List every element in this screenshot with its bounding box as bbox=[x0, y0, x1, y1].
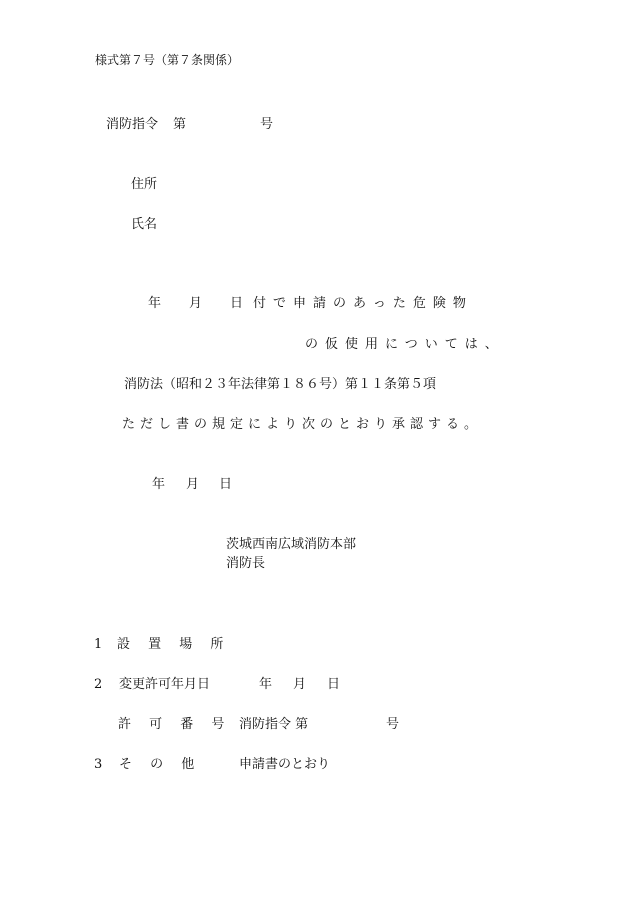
name-label: 氏名 bbox=[131, 217, 158, 232]
command-label: 消防指令 bbox=[106, 117, 159, 132]
item-2-number: 2 bbox=[94, 677, 103, 692]
command-dai: 第 bbox=[173, 117, 187, 132]
body-line-4: ただし書の規定により次のとおり承認する。 bbox=[122, 417, 483, 432]
form-header: 様式第７号（第７条関係） bbox=[95, 53, 240, 67]
body-line-1: 付で申請のあった危険物 bbox=[253, 296, 473, 311]
permit-command: 消防指令 第 bbox=[239, 717, 309, 732]
item-3-label: そ の 他 bbox=[119, 757, 202, 772]
item-3-value: 申請書のとおり bbox=[239, 757, 331, 772]
body-date-day: 日 bbox=[230, 296, 244, 311]
item-1-number: 1 bbox=[94, 637, 103, 652]
item-2-year: 年 bbox=[259, 677, 273, 692]
item-2-label: 変更許可年月日 bbox=[119, 677, 211, 692]
issue-month: 月 bbox=[186, 477, 200, 492]
item-2-month: 月 bbox=[293, 677, 307, 692]
body-line-3: 消防法（昭和２３年法律第１８６号）第１１条第５項 bbox=[124, 377, 437, 392]
item-3-number: 3 bbox=[94, 757, 103, 772]
body-line-2: の仮使用については、 bbox=[305, 337, 505, 352]
item-1-label: 設 置 場 所 bbox=[117, 637, 231, 652]
permit-go: 号 bbox=[386, 717, 400, 732]
issuer-title: 消防長 bbox=[226, 556, 266, 571]
permit-number-label: 許 可 番 号 bbox=[118, 717, 232, 732]
command-go: 号 bbox=[260, 117, 274, 132]
address-label: 住所 bbox=[131, 177, 158, 192]
body-date-month: 月 bbox=[189, 296, 203, 311]
item-2-day: 日 bbox=[327, 677, 341, 692]
issue-day: 日 bbox=[219, 477, 233, 492]
issue-year: 年 bbox=[152, 477, 166, 492]
body-date-year: 年 bbox=[148, 296, 162, 311]
issuer-organization: 茨城西南広域消防本部 bbox=[226, 537, 357, 552]
